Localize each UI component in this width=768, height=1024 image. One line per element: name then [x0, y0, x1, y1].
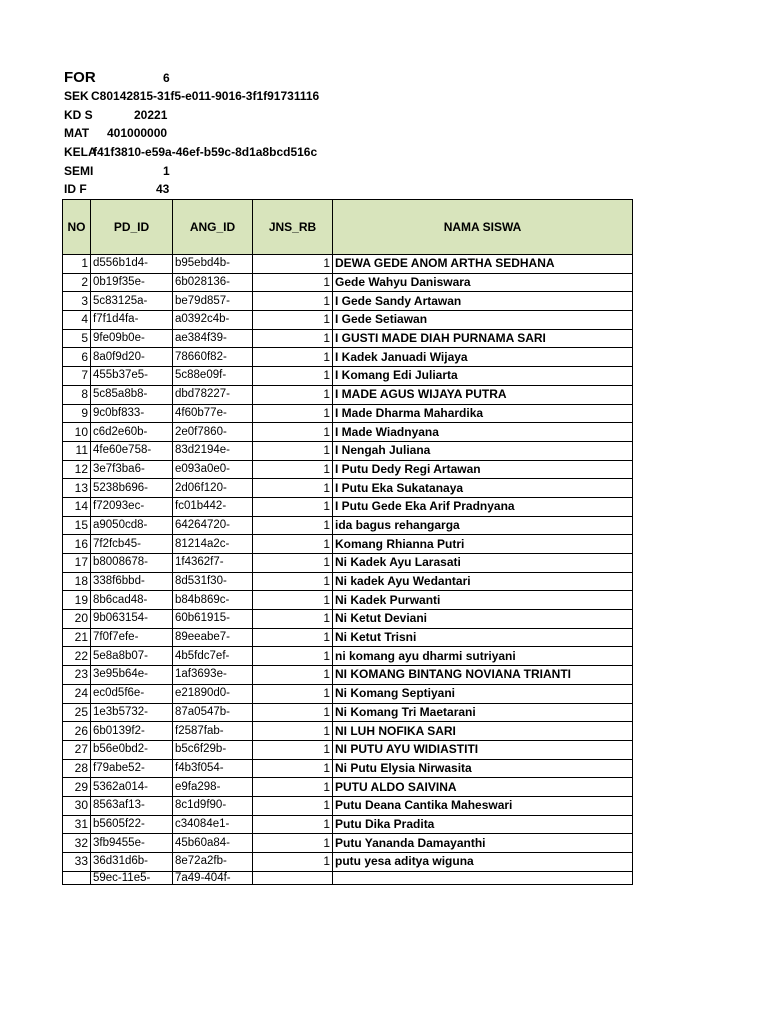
row-pd-id: 4fe60e758-	[91, 441, 173, 460]
table-row	[63, 647, 633, 666]
row-nama-siswa: ida bagus rehangarga	[333, 516, 633, 535]
row-no: 8	[63, 385, 91, 404]
row-pd-id: f7f1d4fa-	[91, 311, 173, 330]
table-row	[63, 255, 633, 274]
row-ang-id: 78660f82-	[173, 348, 253, 367]
row-no: 26	[63, 722, 91, 741]
row-pd-id: 338f6bbd-	[91, 572, 173, 591]
row-jns-rb: 1	[253, 423, 333, 442]
row-no: 32	[63, 834, 91, 853]
header-pd-id: PD_ID	[91, 200, 173, 255]
row-nama-siswa: I GUSTI MADE DIAH PURNAMA SARI	[333, 329, 633, 348]
row-jns-rb: 1	[253, 404, 333, 423]
table-row	[63, 778, 633, 797]
row-ang-id: 2e0f7860-	[173, 423, 253, 442]
row-nama-siswa: NI PUTU AYU WIDIASTITI	[333, 740, 633, 759]
row-jns-rb: 1	[253, 722, 333, 741]
row-jns-rb: 1	[253, 834, 333, 853]
row-pd-id: f72093ec-	[91, 497, 173, 516]
row-ang-id: 8d531f30-	[173, 572, 253, 591]
row-ang-id: f2587fab-	[173, 722, 253, 741]
row-no: 27	[63, 740, 91, 759]
row-nama-siswa: Ni Ketut Trisni	[333, 628, 633, 647]
row-pd-id: 9c0bf833-	[91, 404, 173, 423]
row-nama-siswa: Ni Kadek Purwanti	[333, 591, 633, 610]
row-no: 30	[63, 796, 91, 815]
row-no: 31	[63, 815, 91, 834]
row-jns-rb: 1	[253, 441, 333, 460]
row-jns-rb: 1	[253, 497, 333, 516]
row-ang-id: 4f60b77e-	[173, 404, 253, 423]
row-nama-siswa: I Putu Gede Eka Arif Pradnyana	[333, 497, 633, 516]
row-jns-rb: 1	[253, 740, 333, 759]
row-no: 7	[63, 367, 91, 386]
row-pd-id: 5238b696-	[91, 479, 173, 498]
row-no: 5	[63, 329, 91, 348]
row-ang-id: e21890d0-	[173, 684, 253, 703]
student-table	[62, 199, 633, 885]
row-jns-rb: 1	[253, 554, 333, 573]
row-pd-id: 7f0f7efe-	[91, 628, 173, 647]
mat-value: 401000000	[107, 126, 168, 140]
table-row	[63, 497, 633, 516]
table-row	[63, 853, 633, 872]
table-row	[63, 441, 633, 460]
table-row	[63, 628, 633, 647]
table-row	[63, 572, 633, 591]
overflow-cell	[333, 871, 633, 884]
row-ang-id: f4b3f054-	[173, 759, 253, 778]
row-pd-id: c6d2e60b-	[91, 423, 173, 442]
table-row	[63, 796, 633, 815]
row-pd-id: a9050cd8-	[91, 516, 173, 535]
row-nama-siswa: Komang Rhianna Putri	[333, 535, 633, 554]
kelas-value: f41f3810-e59a-46ef-b59c-8d1a8bcd516c	[93, 145, 318, 159]
row-nama-siswa: Ni kadek Ayu Wedantari	[333, 572, 633, 591]
table-row	[63, 722, 633, 741]
row-jns-rb: 1	[253, 329, 333, 348]
row-jns-rb: 1	[253, 778, 333, 797]
mat-key: MAT	[64, 126, 90, 140]
row-ang-id: fc01b442-	[173, 497, 253, 516]
row-no: 17	[63, 554, 91, 573]
row-no: 9	[63, 404, 91, 423]
table-row	[63, 367, 633, 386]
row-pd-id: 9fe09b0e-	[91, 329, 173, 348]
row-no: 11	[63, 441, 91, 460]
row-jns-rb: 1	[253, 628, 333, 647]
table-row	[63, 666, 633, 685]
row-ang-id: e093a0e0-	[173, 460, 253, 479]
row-no: 28	[63, 759, 91, 778]
row-ang-id: 45b60a84-	[173, 834, 253, 853]
row-pd-id: 8b6cad48-	[91, 591, 173, 610]
row-no: 25	[63, 703, 91, 722]
row-no: 4	[63, 311, 91, 330]
row-pd-id: 3e7f3ba6-	[91, 460, 173, 479]
row-nama-siswa: Ni Putu Elysia Nirwasita	[333, 759, 633, 778]
row-no: 1	[63, 255, 91, 274]
row-pd-id: 6b0139f2-	[91, 722, 173, 741]
row-nama-siswa: I Made Wiadnyana	[333, 423, 633, 442]
row-jns-rb: 1	[253, 759, 333, 778]
table-row	[63, 591, 633, 610]
row-pd-id: b5605f22-	[91, 815, 173, 834]
row-no: 20	[63, 610, 91, 629]
header-ang-id: ANG_ID	[173, 200, 253, 255]
row-nama-siswa: Putu Deana Cantika Maheswari	[333, 796, 633, 815]
table-row	[63, 273, 633, 292]
row-no: 14	[63, 497, 91, 516]
row-ang-id: 83d2194e-	[173, 441, 253, 460]
row-ang-id: 1f4362f7-	[173, 554, 253, 573]
row-pd-id: 5c83125a-	[91, 292, 173, 311]
table-row	[63, 740, 633, 759]
row-nama-siswa: I Komang Edi Juliarta	[333, 367, 633, 386]
row-no: 23	[63, 666, 91, 685]
header-no: NO	[63, 200, 91, 255]
table-row	[63, 385, 633, 404]
row-nama-siswa: PUTU ALDO SAIVINA	[333, 778, 633, 797]
row-jns-rb: 1	[253, 367, 333, 386]
table-row	[63, 703, 633, 722]
row-nama-siswa: Ni Komang Tri Maetarani	[333, 703, 633, 722]
row-no: 2	[63, 273, 91, 292]
row-pd-id: 455b37e5-	[91, 367, 173, 386]
row-jns-rb: 1	[253, 572, 333, 591]
row-nama-siswa: I Gede Setiawan	[333, 311, 633, 330]
row-jns-rb: 1	[253, 591, 333, 610]
table-header-row	[63, 200, 633, 255]
row-pd-id: d556b1d4-	[91, 255, 173, 274]
row-pd-id: 8563af13-	[91, 796, 173, 815]
row-nama-siswa: DEWA GEDE ANOM ARTHA SEDHANA	[333, 255, 633, 274]
row-ang-id: 8e72a2fb-	[173, 853, 253, 872]
sekolah-key: SEK	[64, 89, 89, 103]
table-overflow-row	[63, 871, 633, 884]
row-pd-id: 36d31d6b-	[91, 853, 173, 872]
row-nama-siswa: Putu Dika Pradita	[333, 815, 633, 834]
row-nama-siswa: I Putu Eka Sukatanaya	[333, 479, 633, 498]
table-row	[63, 479, 633, 498]
row-pd-id: ec0d5f6e-	[91, 684, 173, 703]
row-pd-id: 3fb9455e-	[91, 834, 173, 853]
row-no: 24	[63, 684, 91, 703]
header-nama-siswa: NAMA SISWA	[333, 200, 633, 255]
row-jns-rb: 1	[253, 348, 333, 367]
row-jns-rb: 1	[253, 666, 333, 685]
id-value: 43	[156, 182, 170, 196]
table-row	[63, 759, 633, 778]
row-jns-rb: 1	[253, 684, 333, 703]
row-pd-id: 9b063154-	[91, 610, 173, 629]
row-nama-siswa: NI KOMANG BINTANG NOVIANA TRIANTI	[333, 666, 633, 685]
form-title-value: 6	[163, 71, 170, 85]
row-nama-siswa: Putu Yananda Damayanthi	[333, 834, 633, 853]
row-jns-rb: 1	[253, 703, 333, 722]
kd-key: KD S	[64, 108, 93, 122]
row-nama-siswa: I Putu Dedy Regi Artawan	[333, 460, 633, 479]
row-nama-siswa: Gede Wahyu Daniswara	[333, 273, 633, 292]
row-no: 33	[63, 853, 91, 872]
row-jns-rb: 1	[253, 273, 333, 292]
table-row	[63, 460, 633, 479]
semester-value: 1	[163, 164, 170, 178]
table-row	[63, 610, 633, 629]
row-nama-siswa: I MADE AGUS WIJAYA PUTRA	[333, 385, 633, 404]
table-row	[63, 311, 633, 330]
row-ang-id: 2d06f120-	[173, 479, 253, 498]
table-row	[63, 292, 633, 311]
row-no: 29	[63, 778, 91, 797]
row-pd-id: 5c85a8b8-	[91, 385, 173, 404]
row-nama-siswa: ni komang ayu dharmi sutriyani	[333, 647, 633, 666]
row-jns-rb: 1	[253, 385, 333, 404]
overflow-cell	[63, 871, 91, 884]
row-nama-siswa: Ni Ketut Deviani	[333, 610, 633, 629]
row-ang-id: e9fa298-	[173, 778, 253, 797]
row-pd-id: b8008678-	[91, 554, 173, 573]
row-ang-id: 81214a2c-	[173, 535, 253, 554]
kd-value: 20221	[134, 108, 168, 122]
row-pd-id: 7f2fcb45-	[91, 535, 173, 554]
row-nama-siswa: I Gede Sandy Artawan	[333, 292, 633, 311]
row-ang-id: 87a0547b-	[173, 703, 253, 722]
overflow-cell: 59ec-11e5-	[91, 871, 173, 884]
row-nama-siswa: I Kadek Januadi Wijaya	[333, 348, 633, 367]
row-jns-rb: 1	[253, 311, 333, 330]
row-ang-id: dbd78227-	[173, 385, 253, 404]
row-jns-rb: 1	[253, 853, 333, 872]
row-nama-siswa: putu yesa aditya wiguna	[333, 853, 633, 872]
row-no: 12	[63, 460, 91, 479]
table-row	[63, 329, 633, 348]
row-pd-id: 1e3b5732-	[91, 703, 173, 722]
row-ang-id: 64264720-	[173, 516, 253, 535]
row-no: 19	[63, 591, 91, 610]
row-no: 13	[63, 479, 91, 498]
row-jns-rb: 1	[253, 815, 333, 834]
row-ang-id: 1af3693e-	[173, 666, 253, 685]
row-no: 10	[63, 423, 91, 442]
row-jns-rb: 1	[253, 535, 333, 554]
row-pd-id: 3e95b64e-	[91, 666, 173, 685]
kelas-key: KELA	[64, 145, 97, 159]
table-row	[63, 815, 633, 834]
row-ang-id: ae384f39-	[173, 329, 253, 348]
table-row	[63, 516, 633, 535]
sekolah-value: C80142815-31f5-e011-9016-3f1f91731116	[91, 89, 320, 103]
row-ang-id: 4b5fdc7ef-	[173, 647, 253, 666]
row-no: 16	[63, 535, 91, 554]
row-no: 6	[63, 348, 91, 367]
row-ang-id: be79d857-	[173, 292, 253, 311]
row-ang-id: c34084e1-	[173, 815, 253, 834]
row-pd-id: 5362a014-	[91, 778, 173, 797]
row-jns-rb: 1	[253, 516, 333, 535]
table-row	[63, 423, 633, 442]
row-jns-rb: 1	[253, 796, 333, 815]
row-ang-id: b95ebd4b-	[173, 255, 253, 274]
header-jns-rb: JNS_RB	[253, 200, 333, 255]
row-pd-id: 0b19f35e-	[91, 273, 173, 292]
form-title-key: FOR	[64, 69, 96, 86]
row-ang-id: 60b61915-	[173, 610, 253, 629]
row-pd-id: f79abe52-	[91, 759, 173, 778]
id-key: ID F	[64, 182, 87, 196]
table-row	[63, 554, 633, 573]
row-jns-rb: 1	[253, 647, 333, 666]
table-row	[63, 348, 633, 367]
table-row	[63, 684, 633, 703]
table-row	[63, 404, 633, 423]
row-jns-rb: 1	[253, 479, 333, 498]
row-jns-rb: 1	[253, 255, 333, 274]
row-ang-id: 8c1d9f90-	[173, 796, 253, 815]
row-nama-siswa: I Nengah Juliana	[333, 441, 633, 460]
row-ang-id: 89eeabe7-	[173, 628, 253, 647]
table-row	[63, 535, 633, 554]
row-jns-rb: 1	[253, 292, 333, 311]
row-ang-id: a0392c4b-	[173, 311, 253, 330]
row-ang-id: 6b028136-	[173, 273, 253, 292]
row-jns-rb: 1	[253, 460, 333, 479]
semester-key: SEMI	[64, 164, 94, 178]
row-ang-id: 5c88e09f-	[173, 367, 253, 386]
row-jns-rb: 1	[253, 610, 333, 629]
overflow-cell	[253, 871, 333, 884]
row-nama-siswa: Ni Komang Septiyani	[333, 684, 633, 703]
row-no: 3	[63, 292, 91, 311]
row-ang-id: b84b869c-	[173, 591, 253, 610]
row-pd-id: 8a0f9d20-	[91, 348, 173, 367]
row-pd-id: b56e0bd2-	[91, 740, 173, 759]
overflow-cell: 7a49-404f-	[173, 871, 253, 884]
row-ang-id: b5c6f29b-	[173, 740, 253, 759]
row-pd-id: 5e8a8b07-	[91, 647, 173, 666]
row-no: 22	[63, 647, 91, 666]
row-no: 15	[63, 516, 91, 535]
row-no: 18	[63, 572, 91, 591]
row-nama-siswa: I Made Dharma Mahardika	[333, 404, 633, 423]
row-nama-siswa: Ni Kadek Ayu Larasati	[333, 554, 633, 573]
row-nama-siswa: NI LUH NOFIKA SARI	[333, 722, 633, 741]
table-row	[63, 834, 633, 853]
row-no: 21	[63, 628, 91, 647]
